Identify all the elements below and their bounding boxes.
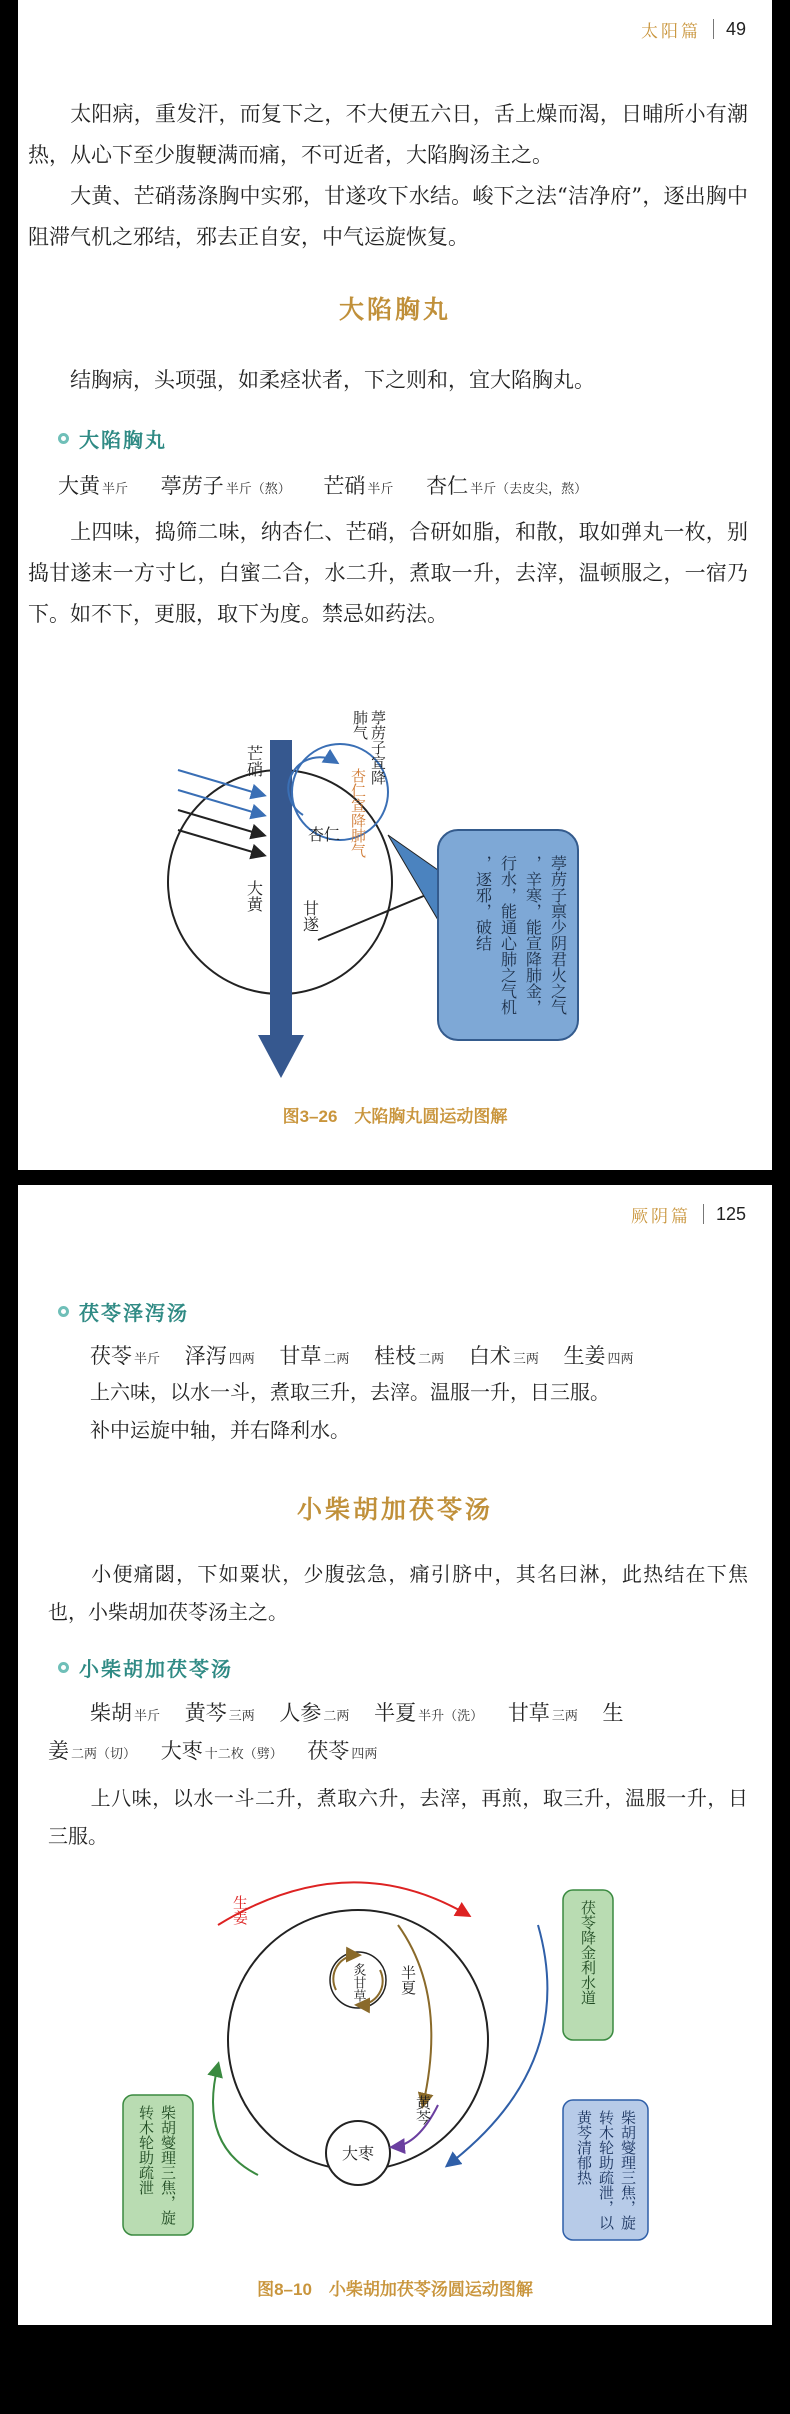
formula-title [58,424,167,453]
herb-list [90,1697,748,1727]
label-xingren-xuanjiang: 杏仁宣降肺气 [349,768,367,858]
label-shengjiang: 生姜 [231,1895,249,1925]
herb-name: 甘草 [507,1701,550,1725]
box-fuling-text: 茯苓降金利水道 [579,1900,597,2005]
label-dahuang: 大黄 [244,880,264,912]
herb-list [48,1735,748,1765]
herb-name: 白术 [468,1344,511,1368]
page-125 [18,1185,772,2325]
paragraph-text: 小便痛閟，下如粟状，少腹弦急，痛引脐中，其名曰淋，此热结在下焦也，小柴胡加茯苓汤主之。 [48,1562,748,1624]
paragraph-preparation [28,512,748,635]
box-left-col: 柴胡燮理三焦，旋 [159,2105,177,2225]
page-49 [18,0,772,1170]
label-feiqi: 肺气 [351,710,369,740]
herb-item [161,1739,283,1763]
paragraph-text: 上四味，捣筛二味，纳杏仁、芒硝，合研如脂，和散，取如弹丸一枚，别捣甘遂末一方寸匕，白蜜二合，水二升，煮取一升，去滓，温顿服之，一宿乃下。如不下，更服，取下为度。禁忌如药法。 [28,520,748,626]
paragraph-text: 大黄、芒硝荡涤胸中实邪，甘遂攻下水结。峻下之法“洁净府”，逐出胸中阻滞气机之邪结，邪去正自安，中气运旋恢复。 [28,184,748,249]
herb-dose: 三两 [551,1709,578,1724]
label-banxia: 半夏 [399,1965,417,1995]
herb-dose: 三两 [228,1709,255,1724]
arrow-icon [178,790,263,815]
herb-name: 桂枝 [374,1344,417,1368]
herb-list [90,1340,748,1370]
herb-item [185,1701,255,1725]
herb-name: 大枣 [160,1739,203,1763]
figure-caption: 图3–26 大陷胸丸圆运动图解 [282,1107,508,1126]
herb-name: 半夏 [374,1701,417,1725]
herb-dose: 半斤 [367,482,394,497]
fuling-arrow-icon [448,1925,547,2165]
paragraph-summary: 补中运旋中轴，并右降利水。 [90,1418,350,1442]
herb-item [58,474,128,498]
herb-name: 柴胡 [90,1701,132,1725]
herb-name: 茯苓 [90,1344,132,1368]
box-chaihu-left [123,2095,193,2235]
arrow-icon [178,830,263,855]
paragraph-decoction [48,1779,748,1855]
formula-title-text: 茯苓泽泻汤 [79,1301,189,1325]
page-number: 49 [725,18,746,39]
herb-dose: 四两 [228,1352,255,1367]
callout-col: 葶苈子禀少阴君火之气 [548,855,568,1015]
paragraph-lin [48,1555,748,1631]
formula-title [58,1653,233,1682]
header-divider [713,19,714,39]
herb-item [90,1701,160,1725]
bullet-ring-icon [58,433,69,444]
herb-item [374,1344,444,1368]
paragraph-text: 太阳病，重发汗，而复下之，不大便五六日，舌上燥而渴，日晡所小有潮热，从心下至少腹鞕满而痛，不可近者，大陷胸汤主之。 [28,102,748,167]
herb-dose: 半升（洗） [418,1709,484,1724]
section-title: 大陷胸丸 [338,295,451,324]
header-divider [703,1204,704,1224]
herb-name: 葶苈子 [160,474,224,498]
shengjiang-arrow-icon [218,1882,468,1925]
herb-item [323,474,393,498]
herb-dose: 十二枚（劈） [204,1747,283,1762]
herb-name: 茯苓 [307,1739,350,1763]
paragraph-explanation [28,176,748,258]
label-mangxiao: 芒硝 [244,745,264,777]
herb-dose: 二两 [323,1352,350,1367]
label-zhigancao: 炙甘草 [350,1963,366,2002]
herb-item [307,1739,377,1763]
section-name: 太阳篇 [640,21,701,42]
paragraph-jiexiong [28,360,748,401]
herb-name: 姜 [48,1739,69,1763]
herb-item [48,1739,136,1763]
label-xingren: 杏仁 [308,825,341,844]
herb-name: 生 [602,1701,624,1725]
banxia-arrow-icon [398,1925,431,2105]
paragraph-dataxiong-tang [28,94,748,176]
herb-item [279,1701,349,1725]
section-title: 小柴胡加茯苓汤 [296,1495,493,1524]
xingren-curve-arrow-icon [288,757,336,815]
herb-name: 杏仁 [426,474,469,498]
callout-col: 行水，能通心肺之气机 [498,855,518,1015]
box-left-col: 转木轮助疏泄 [137,2105,155,2195]
connector-line [318,890,438,940]
herb-item [426,474,587,498]
herb-dose: 半斤 [134,1709,161,1724]
herb-name: 大黄 [58,474,100,498]
page-header [631,1199,746,1229]
herb-dose: 四两 [351,1747,378,1762]
label-gansui: 甘遂 [300,900,320,932]
label-huangqin: 黄芩 [414,2095,432,2125]
herb-name: 泽泻 [184,1344,227,1368]
herb-item [374,1701,483,1725]
herb-name: 人参 [279,1701,322,1725]
downward-arrow-icon [258,740,304,1078]
page-number: 125 [715,1203,746,1224]
herb-dose: 二两 [418,1352,445,1367]
herb-item [508,1701,578,1725]
callout-col: ，逐邪，破结 [473,855,493,951]
figure-caption: 图8–10 小柴胡加茯苓汤圆运动图解 [257,2280,533,2299]
paragraph-text: 结胸病，头项强，如柔痉状者，下之则和，宜大陷胸丸。 [70,368,595,392]
formula-title-text: 小柴胡加茯苓汤 [79,1657,233,1681]
herb-dose: 四两 [607,1352,634,1367]
bullet-ring-icon [58,1662,69,1673]
section-name: 厥阴篇 [630,1206,691,1227]
arrow-icon [178,810,263,835]
box-right-col: 黄芩清郁热 [575,2110,593,2185]
box-right-col: 转木轮助疏泄，以 [597,2110,615,2230]
herb-item [279,1344,349,1368]
herb-dose: 二两 [323,1709,350,1724]
herb-item [564,1344,634,1368]
formula-title-text: 大陷胸丸 [79,428,167,452]
herb-name: 黄芩 [184,1701,227,1725]
herb-dose: 半斤（熬） [225,482,291,497]
formula-title [58,1297,189,1326]
bullet-ring-icon [58,1306,69,1317]
herb-dose: 半斤 [134,1352,161,1367]
diagram-3-26 [18,690,772,1110]
paragraph-text: 上八味，以水一斗二升，煮取六升，去滓，再煎，取三升，温服一升，日三服。 [48,1786,748,1848]
herb-list [58,470,748,500]
paragraph-decoction: 上六味，以水一斗，煮取三升，去滓。温服一升，日三服。 [90,1380,610,1404]
box-right-col: 柴胡燮理三焦，旋 [619,2110,637,2230]
herb-item [603,1701,624,1725]
herb-dose: 半斤 [102,482,129,497]
herb-dose: 二两（切） [71,1747,137,1762]
label-tinglizi: 葶苈子宣降 [369,710,387,785]
herb-dose: 半斤（去皮尖，熬） [470,482,588,497]
herb-item [185,1344,255,1368]
herb-name: 生姜 [563,1344,606,1368]
label-dazao: 大枣 [342,2144,375,2163]
herb-item [90,1344,160,1368]
diagram-8-10 [18,1865,772,2255]
herb-dose: 三两 [512,1352,539,1367]
herb-item [161,474,291,498]
callout-col: ，辛寒，能宣降肺金， [523,855,543,1015]
page-header [641,14,746,44]
herb-name: 芒硝 [323,474,366,498]
herb-item [469,1344,539,1368]
herb-name: 甘草 [279,1344,322,1368]
